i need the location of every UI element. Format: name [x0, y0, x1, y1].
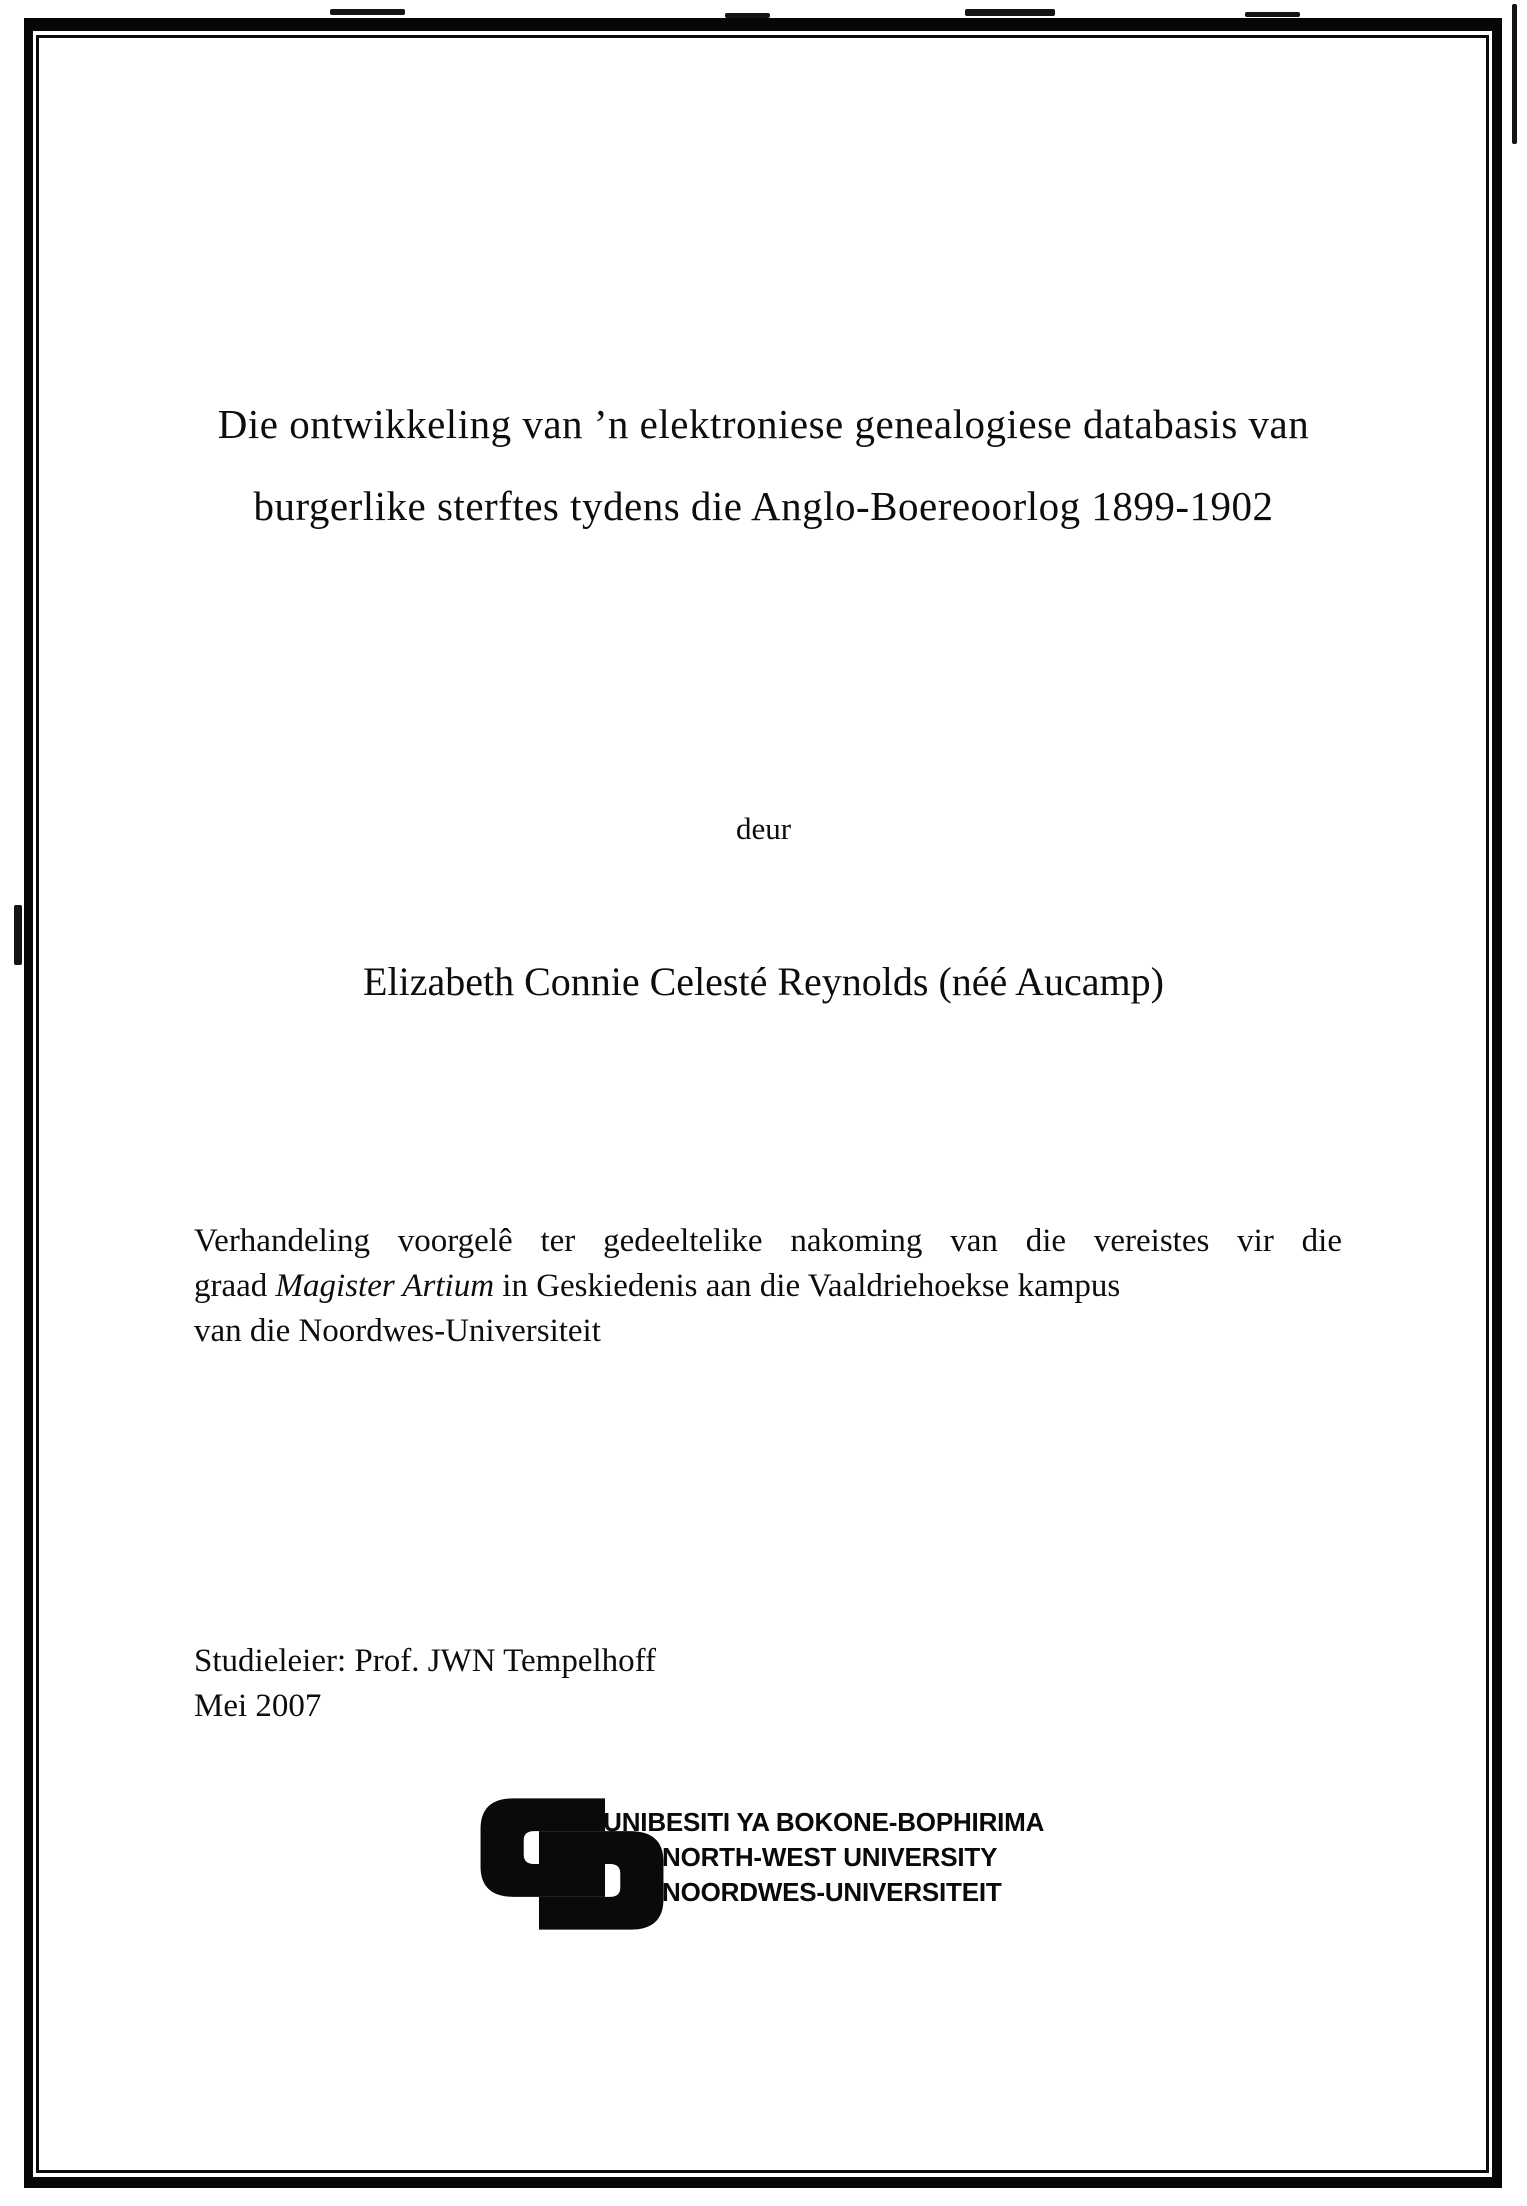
submission-statement: [194, 1219, 1342, 1354]
scan-artifact: [1512, 4, 1517, 144]
logo-line-english: NORTH-WEST UNIVERSITY: [662, 1842, 998, 1872]
thesis-title-line2: burgerlike sterftes tydens die Anglo-Boereoorlog 1899-1902: [253, 483, 1274, 529]
submission-line2-post: in Geskiedenis aan die Vaaldriehoekse kampus: [494, 1268, 1121, 1304]
scan-artifact: [1245, 12, 1300, 17]
submission-line2: [194, 1264, 1342, 1309]
university-logo-text: [586, 1805, 1044, 1910]
submission-line2-pre: graad: [194, 1268, 276, 1304]
submission-line3: van die Noordwes-Universiteit: [194, 1313, 601, 1349]
byline-deur: deur: [735, 811, 792, 846]
submission-line1: Verhandeling voorgelê ter gedeeltelike nakoming van die vereistes vir die: [194, 1223, 1342, 1259]
scan-artifact: [14, 905, 22, 965]
university-logo: [478, 1796, 1078, 1956]
author-name: Elizabeth Connie Celesté Reynolds (néé Aucamp): [363, 959, 1164, 1004]
logo-line-setswana: YUNIBESITI YA BOKONE-BOPHIRIMA: [586, 1807, 1045, 1837]
thesis-title-line1: Die ontwikkeling van ’n elektroniese genealogiese databasis van: [217, 401, 1310, 447]
scan-artifact: [965, 9, 1055, 16]
date-line: Mei 2007: [194, 1688, 322, 1724]
supervisor-line: Studieleier: Prof. JWN Tempelhoff: [194, 1643, 657, 1679]
degree-name-italic: Magister Artium: [275, 1268, 495, 1304]
supervisor-block: [194, 1639, 656, 1729]
scan-artifact: [330, 9, 405, 15]
logo-line-afrikaans: NOORDWES-UNIVERSITEIT: [662, 1877, 1002, 1907]
